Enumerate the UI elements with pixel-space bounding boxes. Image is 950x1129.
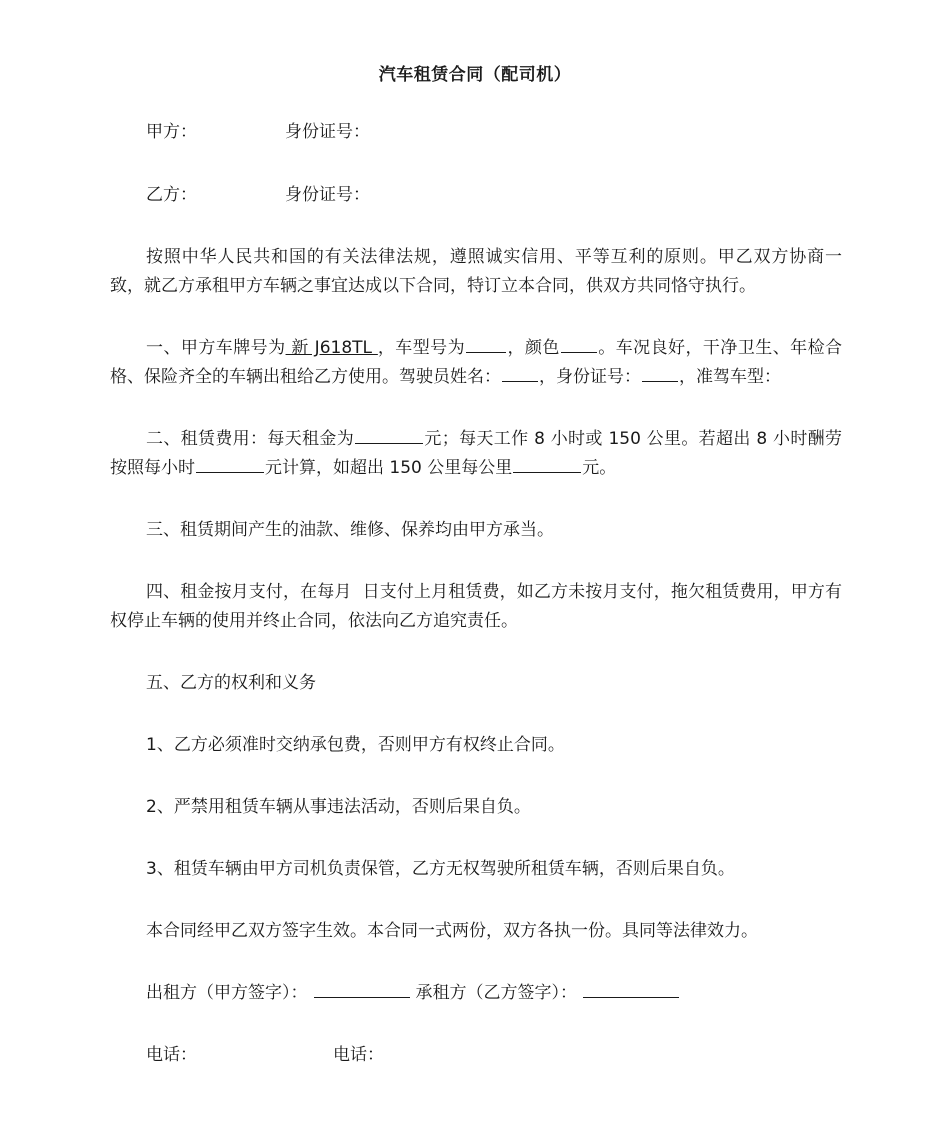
clause-1 [110,334,842,392]
clause-5-heading: 五、乙方的权利和义务 [146,673,316,693]
clause-4: 四、租金按月支付，在每月 日支付上月租赁费，如乙方未按月支付，拖欠租赁费用，甲方有权停止车辆的使用并终止合同，依法向乙方追究责任。 [110,582,842,631]
clause-2-mid2: 元计算，如超出 150 公里每公里 [265,458,513,478]
driver-id-blank [642,363,678,382]
clause-2 [110,425,842,483]
model-blank [466,334,506,353]
driver-name-blank [502,363,538,382]
plate-number: 新 J618TL [285,338,378,358]
per-km-rate-blank [513,454,581,473]
document-title: 汽车租赁合同（配司机） [378,65,572,85]
hourly-rate-blank [196,454,264,473]
clause-1-prefix: 一、甲方车牌号为 [146,338,286,358]
daily-rent-blank [355,425,423,444]
clause-5-item-3: 3、租赁车辆由甲方司机负责保管，乙方无权驾驶所租赁车辆，否则后果自负。 [146,859,735,879]
lessee-signature-blank [583,979,679,998]
clause-5-item-1: 1、乙方必须准时交纳承包费，否则甲方有权终止合同。 [146,735,565,755]
phone-label-a: 电话： [146,1045,197,1065]
clause-3: 三、租赁期间产生的油款、维修、保养均由甲方承当。 [146,520,554,540]
clause-5-item-2: 2、严禁用租赁车辆从事违法活动，否则后果自负。 [146,797,531,817]
phone-label-b: 电话： [333,1045,384,1065]
party-a-id-label: 身份证号： [285,122,370,142]
clause-1-color-label: ，颜色 [507,338,560,358]
clause-1-model-label: ，车型号为 [377,338,466,358]
intro-paragraph: 按照中华人民共和国的有关法律法规，遵照诚实信用、平等互利的原则。甲乙双方协商一致，就乙方承租甲方车辆之事宜达成以下合同，特订立本合同，供双方共同恪守执行。 [110,247,842,296]
signature-line [146,979,680,1008]
lessor-signature-label: 出租方（甲方签字）： [146,983,308,1003]
clause-1-id-label: ，身份证号： [539,367,641,387]
lessee-signature-label: 承租方（乙方签字）： [415,983,577,1003]
clause-1-license-label: ，准驾车型： [679,367,781,387]
clause-2-end: 元。 [582,458,617,478]
effect-statement: 本合同经甲乙双方签字生效。本合同一式两份，双方各执一份。具同等法律效力。 [146,921,758,941]
lessor-signature-blank [314,979,410,998]
party-b-id-label: 身份证号： [285,185,370,205]
clause-1-rest: 。车况良好，干净卫生、年检合格、保险齐全的车辆出租给乙方使用。驾驶员姓名： [110,338,843,387]
clause-2-prefix: 二、租赁费用：每天租金为 [146,429,355,449]
party-b-label: 乙方： [146,185,197,205]
color-blank [561,334,597,353]
clause-2-mid: 元；每天工作 8 小时或 150 公里。若超出 8 小时酬劳按照每小时 [110,429,842,478]
party-a-label: 甲方： [146,122,197,142]
